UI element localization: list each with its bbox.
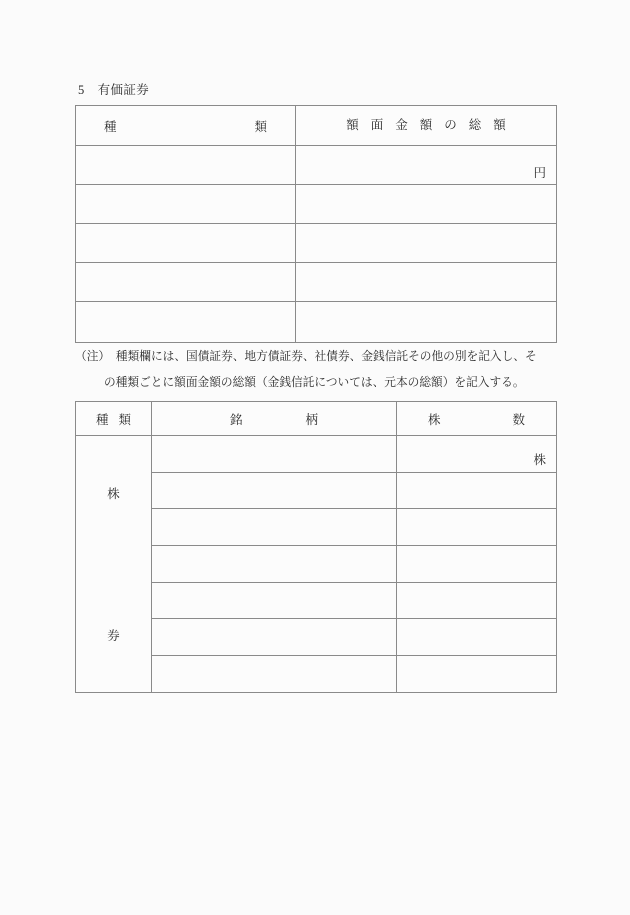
cell-count-input[interactable]	[397, 619, 557, 656]
note-block	[75, 344, 565, 396]
cell-name-input[interactable]	[152, 619, 397, 656]
header-amount-label: 額面金額の総額	[346, 118, 518, 133]
cell-amount-input[interactable]	[296, 263, 557, 302]
header-count-left: 株	[428, 412, 441, 427]
table-row	[76, 263, 557, 302]
header-name-spread	[152, 410, 396, 428]
cell-count-input[interactable]	[397, 472, 557, 509]
kind-merged-cell[interactable]	[76, 436, 152, 693]
cell-name-input[interactable]	[152, 656, 397, 693]
header-kind-spread	[76, 117, 295, 135]
table-row	[76, 146, 557, 185]
section-title: 有価証券	[97, 83, 150, 97]
table-row	[76, 436, 557, 473]
cell-kind-input[interactable]	[76, 224, 296, 263]
header-name-left: 銘	[230, 412, 243, 427]
header-cell-kind	[76, 402, 152, 436]
header-kind-right: 類	[118, 412, 131, 427]
cell-count-input[interactable]	[397, 436, 557, 473]
section-heading	[78, 82, 149, 98]
header-kind-spread	[76, 410, 151, 428]
header-kind-right: 類	[254, 119, 267, 134]
cell-count-input[interactable]	[397, 509, 557, 546]
cell-kind-input[interactable]	[76, 146, 296, 185]
cell-count-input[interactable]	[397, 546, 557, 583]
note-line-1: （注） 種類欄には、国債証券、地方債証券、社債券、金銭信託その他の別を記入し、そ	[75, 350, 537, 363]
cell-name-input[interactable]	[152, 582, 397, 619]
face-value-table	[75, 105, 557, 343]
table-row	[76, 185, 557, 224]
kind-label-shares: 株	[107, 487, 120, 501]
table-header-row	[76, 106, 557, 146]
header-count-right: 数	[512, 412, 525, 427]
cell-name-input[interactable]	[152, 472, 397, 509]
cell-kind-input[interactable]	[76, 185, 296, 224]
section-heading-gap	[85, 83, 98, 97]
cell-kind-input[interactable]	[76, 263, 296, 302]
cell-amount-input[interactable]	[296, 302, 557, 343]
header-cell-amount	[296, 106, 557, 146]
cell-count-input[interactable]	[397, 656, 557, 693]
cell-amount-input[interactable]	[296, 224, 557, 263]
header-kind-left: 種	[104, 119, 117, 134]
cell-amount-input[interactable]	[296, 146, 557, 185]
header-count-spread	[397, 410, 556, 428]
header-kind-left: 種	[96, 412, 109, 427]
cell-name-input[interactable]	[152, 436, 397, 473]
header-cell-name	[152, 402, 397, 436]
shares-table	[75, 401, 557, 693]
cell-name-input[interactable]	[152, 509, 397, 546]
cell-kind-input[interactable]	[76, 302, 296, 343]
cell-name-input[interactable]	[152, 546, 397, 583]
header-cell-count	[397, 402, 557, 436]
cell-amount-input[interactable]	[296, 185, 557, 224]
header-cell-kind	[76, 106, 296, 146]
cell-count-input[interactable]	[397, 582, 557, 619]
kind-label-certificate: 券	[107, 629, 120, 643]
table-row	[76, 224, 557, 263]
table-row	[76, 302, 557, 343]
unit-shares-label: 株	[533, 453, 546, 468]
section-number: 5	[78, 83, 85, 97]
table-header-row	[76, 402, 557, 436]
header-name-right: 柄	[305, 412, 318, 427]
unit-yen-label: 円	[533, 165, 546, 180]
note-line-2: の種類ごとに額面金額の総額（金銭信託については、元本の総額）を記入する。	[104, 376, 525, 389]
